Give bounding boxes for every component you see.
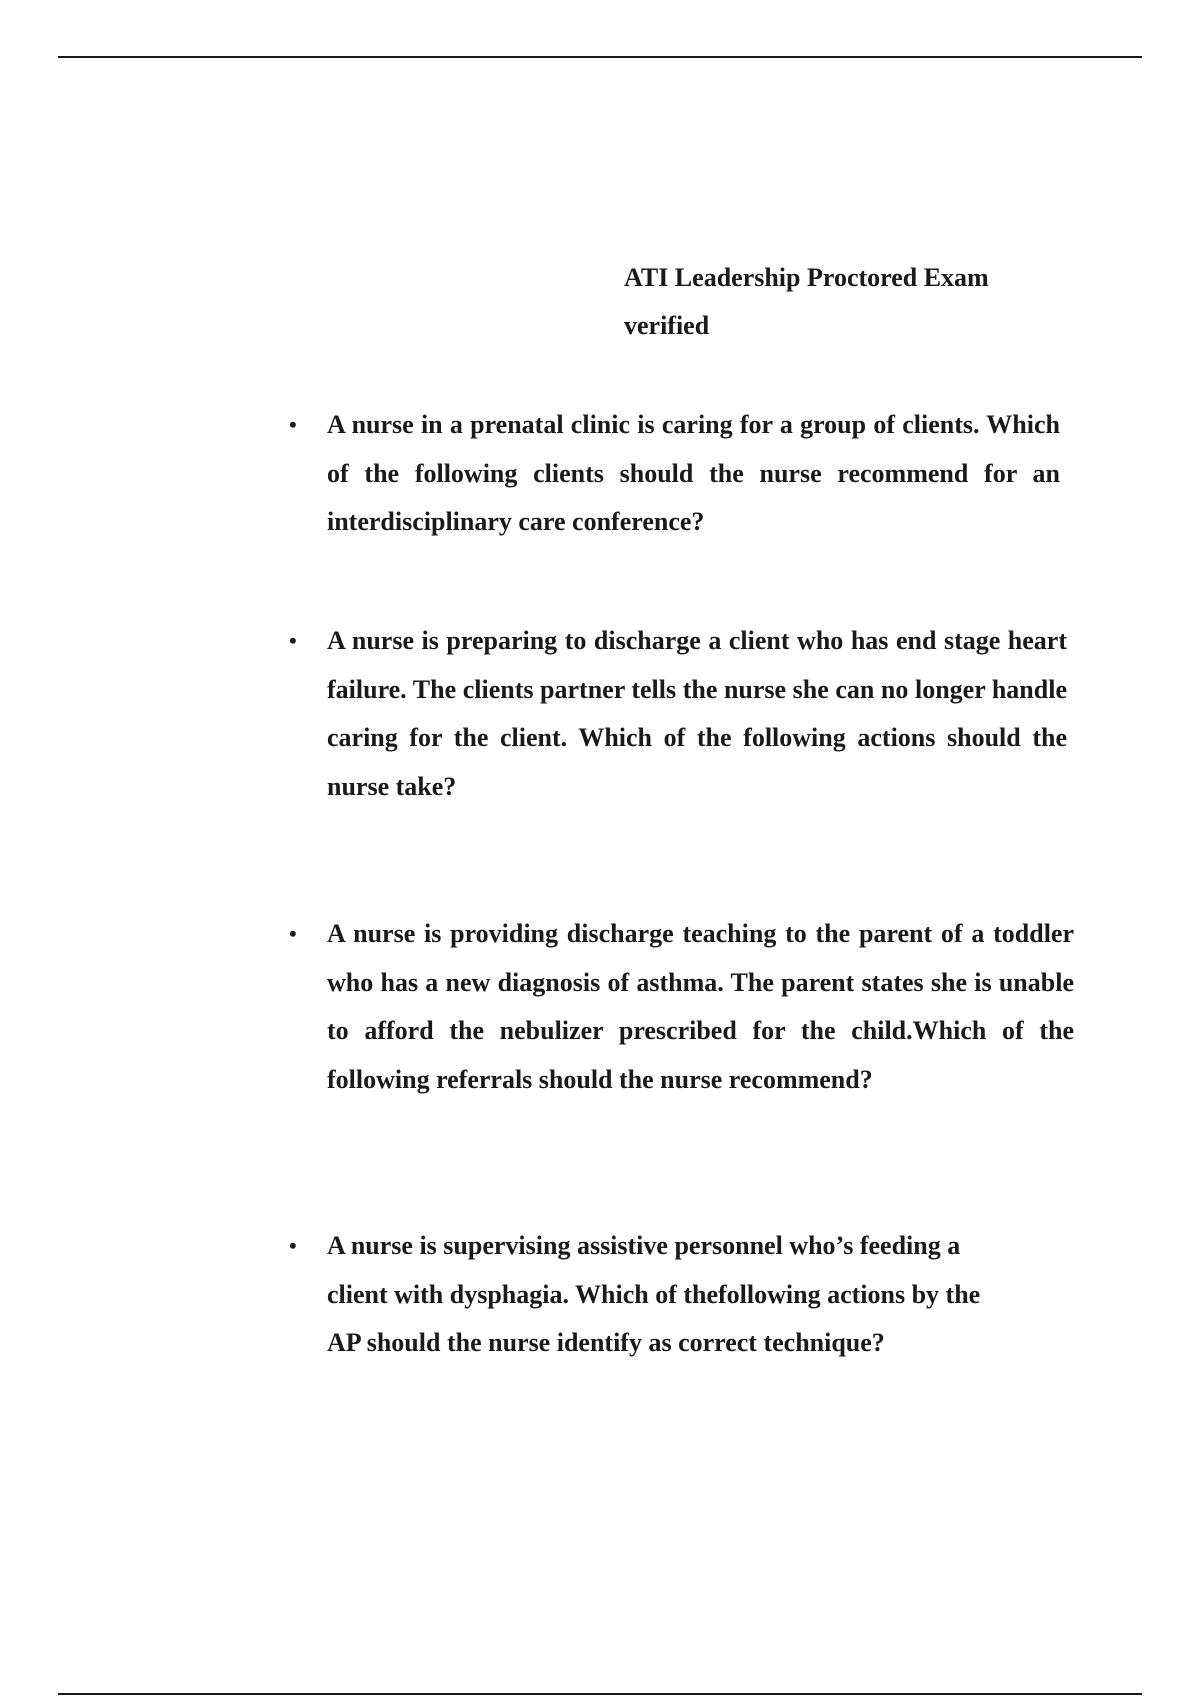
question-item-4 bbox=[289, 1222, 995, 1368]
document-title bbox=[624, 254, 989, 350]
question-text: A nurse is supervising assistive personnel who’s feeding a client with dysphagia. Which of thefollowing actions by the AP should the nurse identify as correct technique? bbox=[327, 1231, 981, 1357]
bullet-icon: • bbox=[289, 921, 297, 946]
question-text: A nurse in a prenatal clinic is caring for a group of clients. Which of the following clients should the nurse recommend for an interdisciplinary care conference? bbox=[327, 410, 1060, 536]
title-line-1: ATI Leadership Proctored Exam bbox=[624, 263, 989, 292]
question-text: A nurse is providing discharge teaching to the parent of a toddler who has a new diagnosis of asthma. The parent states she is unable to afford the nebulizer prescribed for the child.Which of the following referrals should the nurse recommend? bbox=[327, 919, 1074, 1094]
question-item-3 bbox=[289, 910, 1074, 1104]
bullet-icon: • bbox=[289, 1233, 297, 1258]
title-line-2: verified bbox=[624, 311, 710, 340]
question-item-1 bbox=[289, 401, 1060, 547]
bullet-icon: • bbox=[289, 412, 297, 437]
header-rule bbox=[58, 56, 1142, 58]
footer-rule bbox=[58, 1693, 1142, 1695]
question-text: A nurse is preparing to discharge a client who has end stage heart failure. The clients partner tells the nurse she can no longer handle caring for the client. Which of the following actions should the nurse take? bbox=[327, 626, 1067, 801]
question-item-2 bbox=[289, 617, 1067, 811]
bullet-icon: • bbox=[289, 628, 297, 653]
